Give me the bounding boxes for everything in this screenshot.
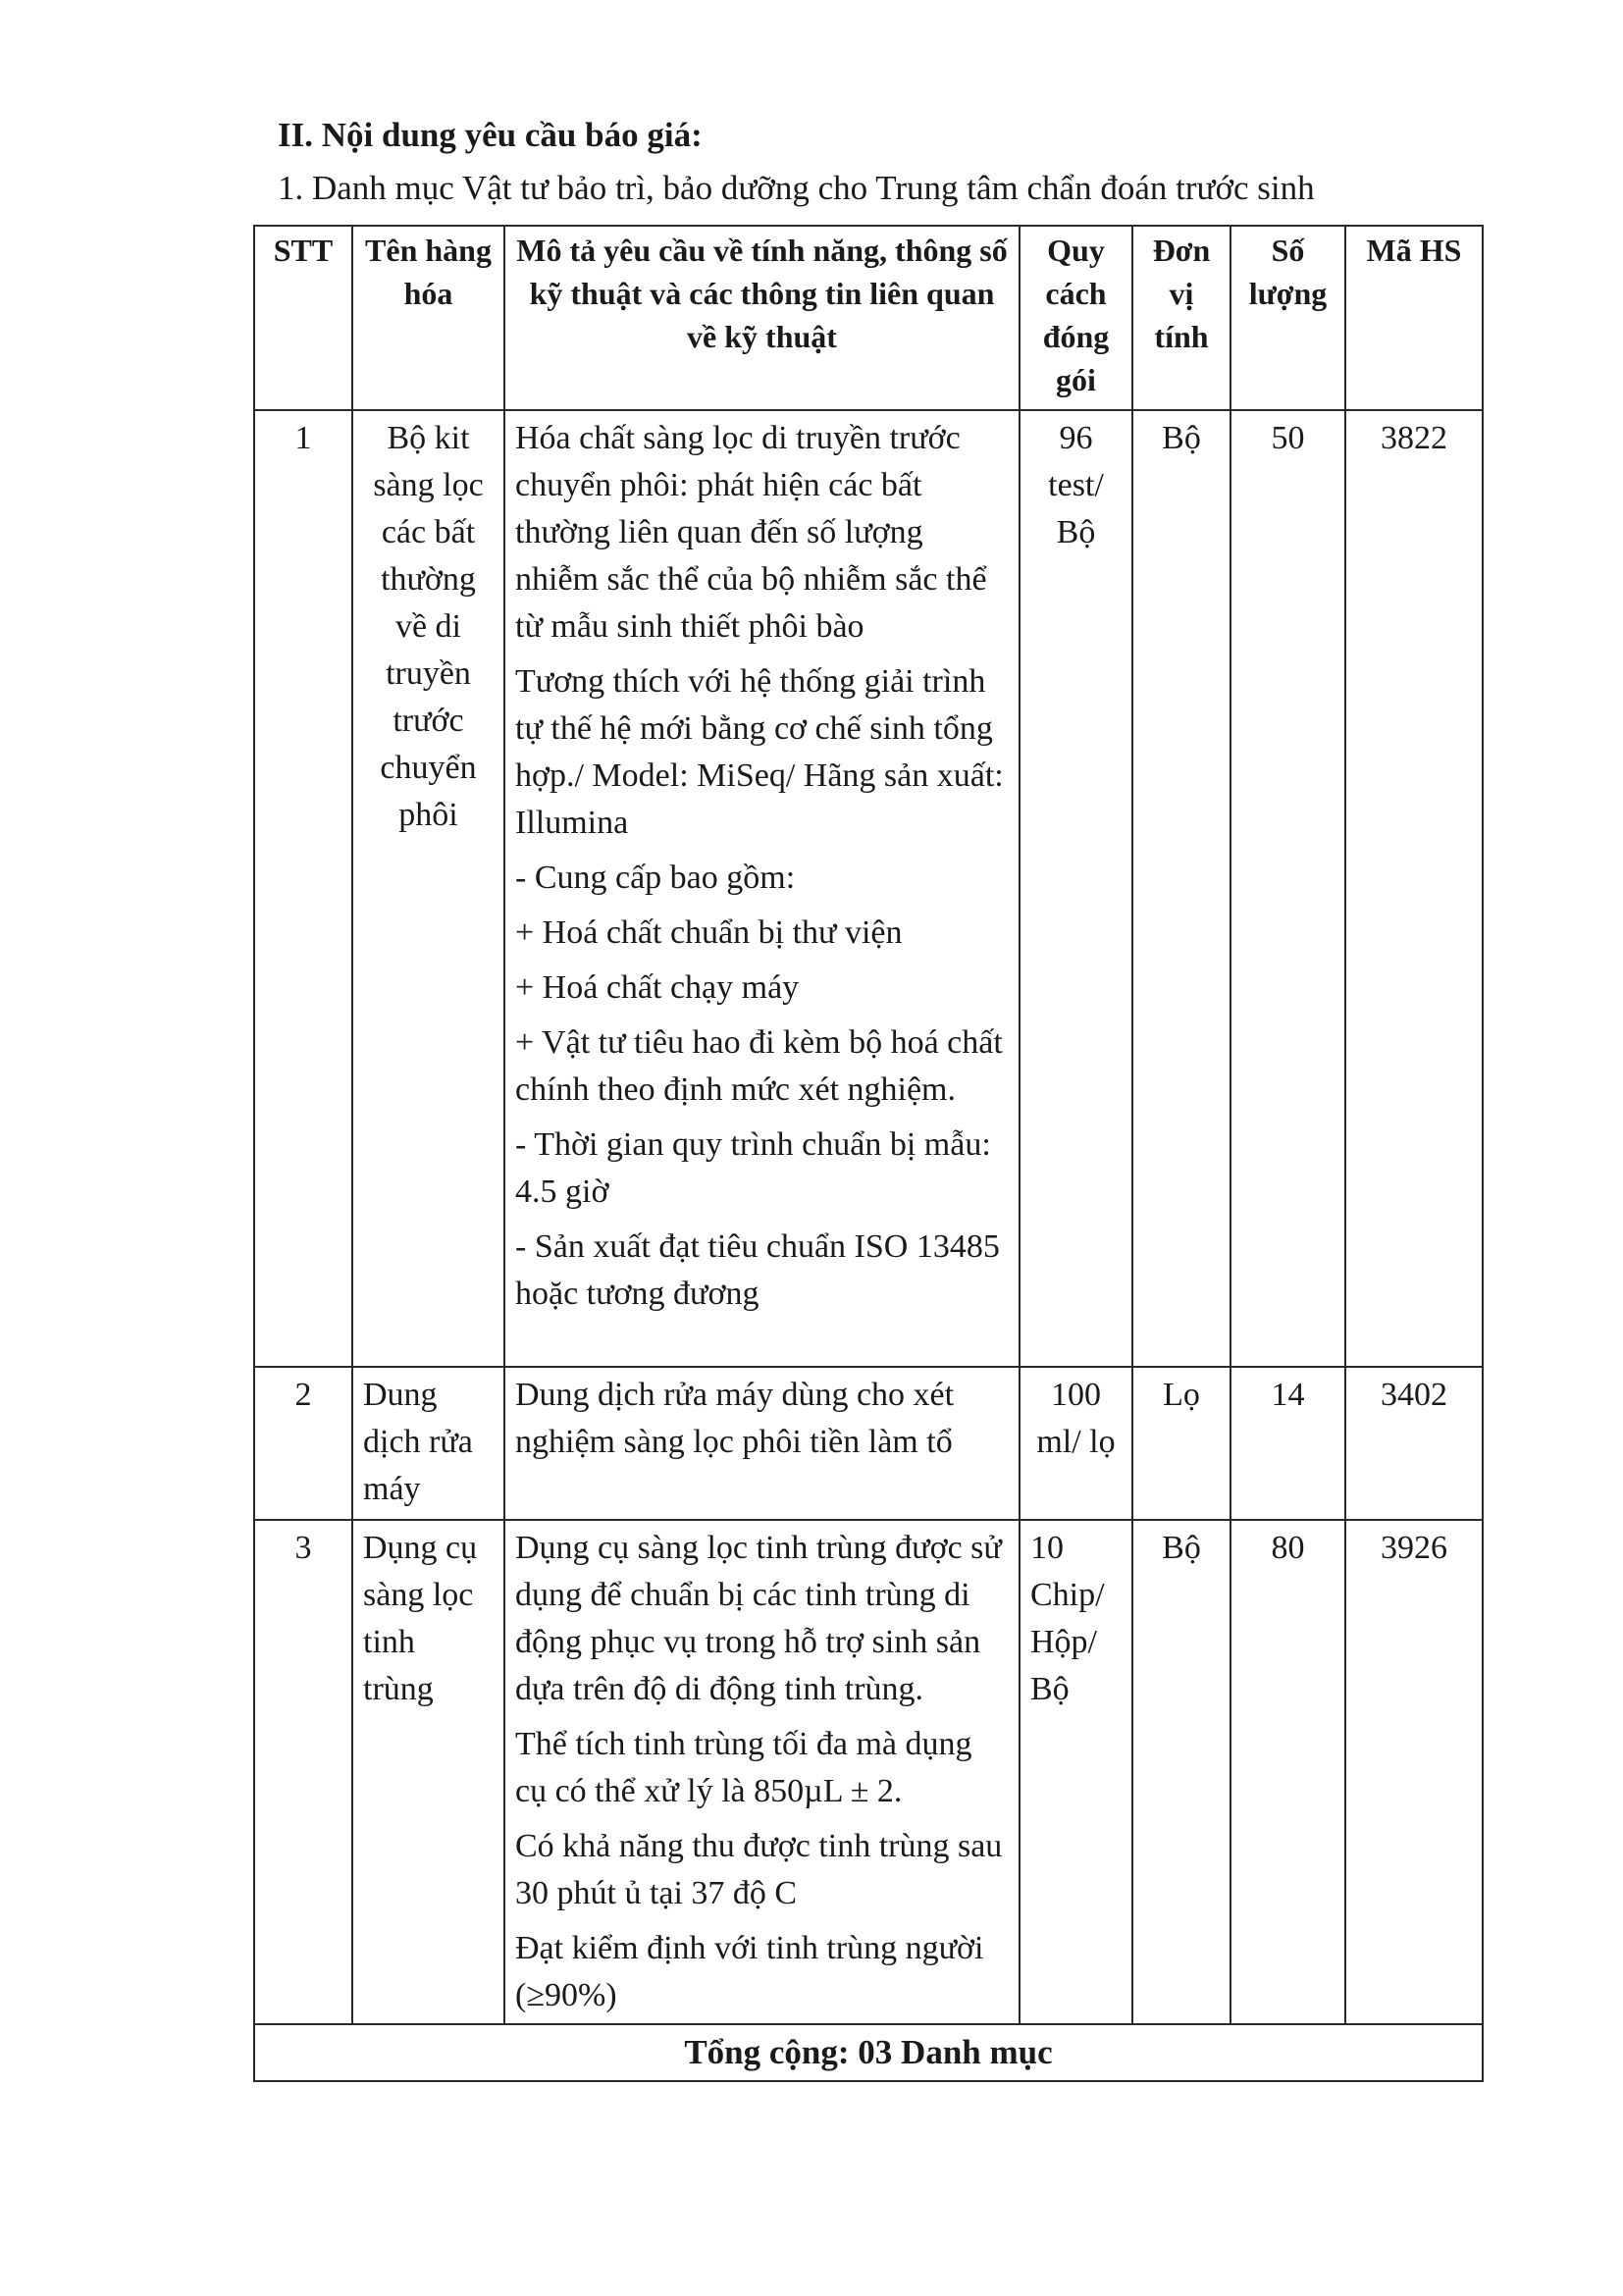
cell-qty: 14 — [1230, 1367, 1345, 1520]
desc-line: Thể tích tinh trùng tối đa mà dụng cụ có thể xử lý là 850µL ± 2. — [515, 1726, 972, 1809]
cell-stt: 3 — [254, 1520, 352, 2024]
table-total: Tổng cộng: 03 Danh mục — [254, 2024, 1483, 2081]
cell-unit: Bộ — [1132, 1520, 1230, 2024]
table-row — [254, 1367, 1483, 1520]
cell-unit: Bộ — [1132, 410, 1230, 1367]
desc-line: Có khả năng thu được tinh trùng sau 30 phút ủ tại 37 độ C — [515, 1828, 1003, 1911]
table-total-row — [254, 2024, 1483, 2081]
table-row — [254, 1520, 1483, 2024]
cell-desc — [504, 1520, 1020, 2024]
desc-line: Đạt kiểm định với tinh trùng người (≥90%) — [515, 1930, 984, 2013]
desc-line: + Hoá chất chuẩn bị thư viện — [515, 914, 903, 951]
desc-line: + Hoá chất chạy máy — [515, 969, 800, 1006]
desc-line: Dung dịch rửa máy dùng cho xét nghiệm sàng lọc phôi tiền làm tổ — [515, 1377, 955, 1460]
section-subheading: 1. Danh mục Vật tư bảo trì, bảo dưỡng cho Trung tâm chẩn đoán trước sinh — [278, 169, 1315, 207]
desc-line: Hóa chất sàng lọc di truyền trước chuyển phôi: phát hiện các bất thường liên quan đến số lượng nhiễm sắc thể của bộ nhiễm sắc thể từ mẫu sinh thiết phôi bào — [515, 420, 987, 645]
desc-line: + Vật tư tiêu hao đi kèm bộ hoá chất chính theo định mức xét nghiệm. — [515, 1024, 1003, 1108]
cell-stt: 1 — [254, 410, 352, 1367]
header-name: Tên hàng hóa — [352, 226, 504, 410]
items-table — [253, 225, 1484, 2082]
desc-line: Dụng cụ sàng lọc tinh trùng được sử dụng để chuẩn bị các tinh trùng di động phục vụ trong hỗ trợ sinh sản dựa trên độ di động tinh trùng. — [515, 1530, 1002, 1707]
cell-stt: 2 — [254, 1367, 352, 1520]
cell-pack: 96 test/ Bộ — [1020, 410, 1132, 1367]
desc-line: Tương thích với hệ thống giải trình tự thế hệ mới bằng cơ chế sinh tổng hợp./ Model: MiSeq/ Hãng sản xuất: Illumina — [515, 663, 1004, 841]
header-desc: Mô tả yêu cầu về tính năng, thông số kỹ thuật và các thông tin liên quan về kỹ thuật — [504, 226, 1020, 410]
cell-hs: 3822 — [1345, 410, 1483, 1367]
cell-hs: 3926 — [1345, 1520, 1483, 2024]
desc-line: - Sản xuất đạt tiêu chuẩn ISO 13485 hoặc tương đương — [515, 1228, 1000, 1312]
cell-hs: 3402 — [1345, 1367, 1483, 1520]
cell-pack: 100 ml/ lọ — [1020, 1367, 1132, 1520]
header-hs: Mã HS — [1345, 226, 1483, 410]
cell-desc — [504, 1367, 1020, 1520]
cell-pack: 10 Chip/ Hộp/ Bộ — [1020, 1520, 1132, 2024]
cell-qty: 80 — [1230, 1520, 1345, 2024]
table-header-row — [254, 226, 1483, 410]
table-row — [254, 410, 1483, 1367]
header-stt: STT — [254, 226, 352, 410]
header-pack: Quy cách đóng gói — [1020, 226, 1132, 410]
cell-desc — [504, 410, 1020, 1367]
cell-name: Dung dịch rửa máy — [352, 1367, 504, 1520]
cell-name: Dụng cụ sàng lọc tinh trùng — [352, 1520, 504, 2024]
header-unit: Đơn vị tính — [1132, 226, 1230, 410]
section-heading: II. Nội dung yêu cầu báo giá: — [278, 116, 703, 154]
cell-qty: 50 — [1230, 410, 1345, 1367]
cell-unit: Lọ — [1132, 1367, 1230, 1520]
cell-name: Bộ kit sàng lọc các bất thường về di truyền trước chuyển phôi — [352, 410, 504, 1367]
desc-line: - Thời gian quy trình chuẩn bị mẫu: 4.5 giờ — [515, 1126, 991, 1210]
header-qty: Số lượng — [1230, 226, 1345, 410]
desc-line: - Cung cấp bao gồm: — [515, 860, 796, 896]
